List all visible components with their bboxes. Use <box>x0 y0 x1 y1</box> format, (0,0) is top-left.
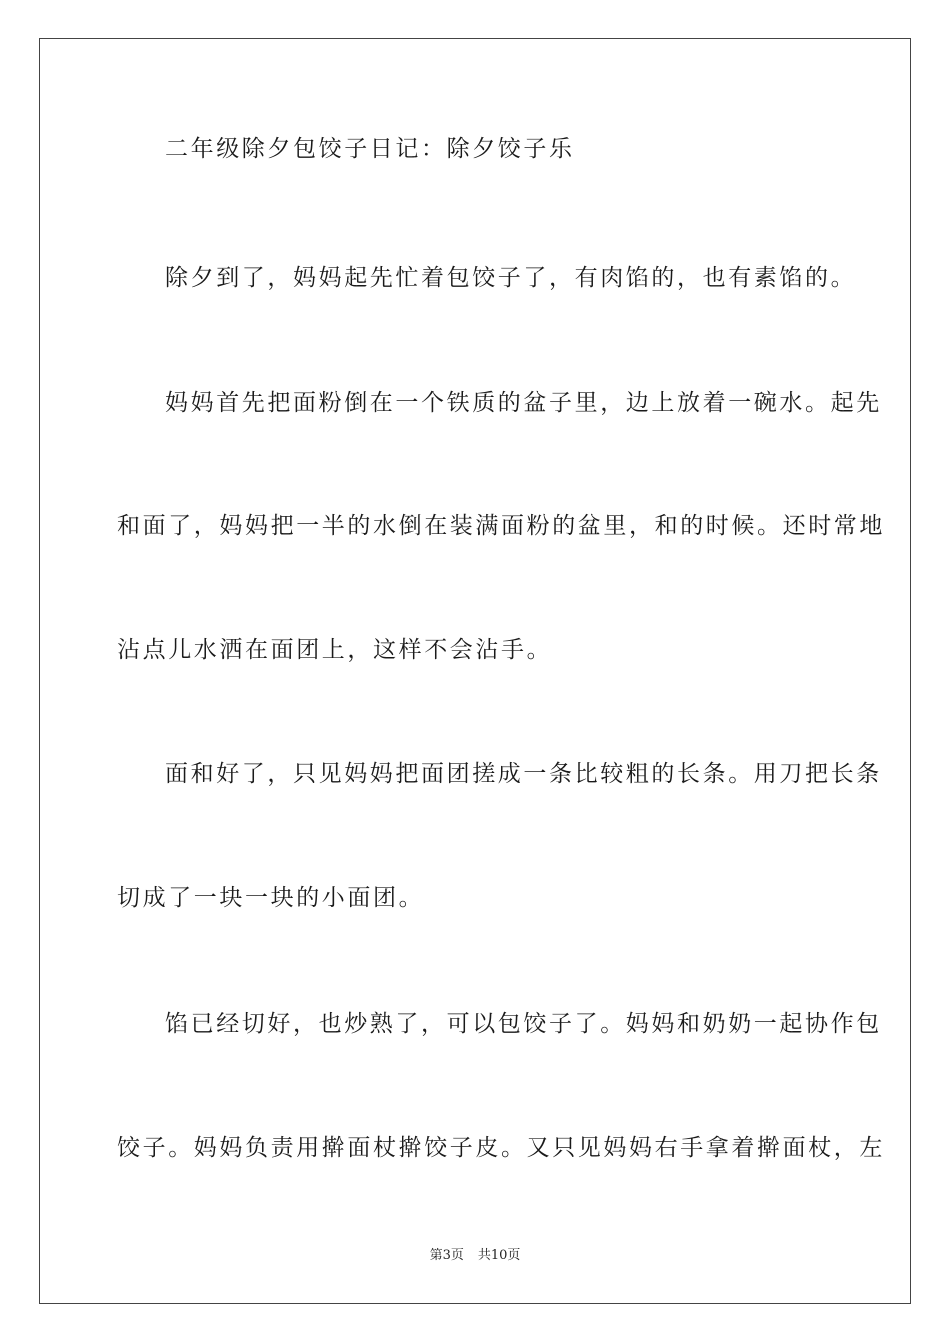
page-number: 第3页 <box>429 1248 464 1263</box>
page-footer <box>0 1247 950 1265</box>
paragraph-line: 馅已经切好，也炒熟了，可以包饺子了。妈妈和奶奶一起协作包 <box>165 1011 882 1037</box>
document-title: 二年级除夕包饺子日记：除夕饺子乐 <box>165 136 575 162</box>
page-border <box>39 38 911 1304</box>
paragraph-line: 除夕到了，妈妈起先忙着包饺子了，有肉馅的，也有素馅的。 <box>165 265 857 291</box>
paragraph-line: 沾点儿水洒在面团上，这样不会沾手。 <box>117 637 553 663</box>
paragraph-line: 和面了，妈妈把一半的水倒在装满面粉的盆里，和的时候。还时常地 <box>117 513 885 539</box>
paragraph-line: 饺子。妈妈负责用擀面杖擀饺子皮。又只见妈妈右手拿着擀面杖，左 <box>117 1135 885 1161</box>
paragraph-line: 妈妈首先把面粉倒在一个铁质的盆子里，边上放着一碗水。起先 <box>165 390 882 416</box>
paragraph-line: 面和好了，只见妈妈把面团搓成一条比较粗的长条。用刀把长条 <box>165 761 882 787</box>
page-total: 共10页 <box>477 1248 521 1263</box>
paragraph-line: 切成了一块一块的小面团。 <box>117 885 425 911</box>
